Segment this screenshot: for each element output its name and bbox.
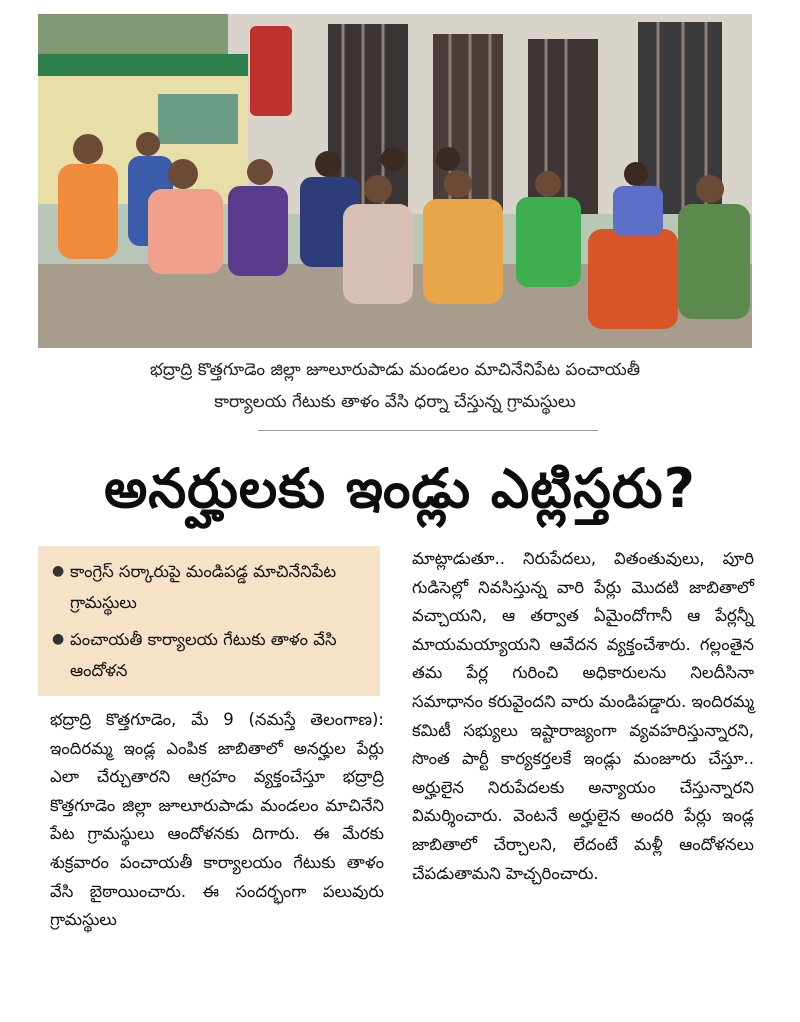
caption-divider (258, 430, 598, 431)
article-column-right: మాట్లాడుతూ.. నిరుపేదలు, వితంతువులు, పూరి గుడిసెల్లో నివసిస్తున్న వారి పేర్లు మొదటి జాబితాలో వచ్చాయని, ఆ తర్వాత ఏమైందోగానీ ఆ పేర్లన్నీ మాయమయ్యాయని ఆవేదన వ్యక్తంచేశారు. గల్లంతైన తమ పేర్ల గురించి అధికారులను నిలదీసినా సమాధానం కరువైందని వారు మండిపడ్డారు. ఇందిరమ్మ కమిటీ సభ్యులు ఇష్టారాజ్యంగా వ్యవహరిస్తున్నారని, సొంత పార్టీ కార్యకర్తలకే ఇండ్లు మంజూరు చేస్తూ.. అర్హులైన నిరుపేదలకు అన్యాయం చేస్తున్నారని విమర్శించారు. వెంటనే అర్హులైన అందరి పేర్లు ఇండ్ల జాబితాలో చేర్చాలని, లేదంటే మళ్లీ ఆందోళనలు చేపడుతామని హెచ్చరించారు. (412, 549, 754, 883)
caption-line-1: భద్రాద్రి కొత్తగూడెం జిల్లా జూలూరుపాడు మండలం మాచినేనిపేట పంచాయతీ (149, 360, 641, 380)
highlight-item (52, 624, 372, 686)
bullet-icon: ● (52, 563, 65, 579)
caption-line-2: కార్యాలయ గేటుకు తాళం వేసి ధర్నా చేస్తున్న గ్రామస్థులు (214, 392, 576, 412)
bullet-icon: ● (52, 631, 65, 647)
highlight-text: పంచాయతీ కార్యాలయ గేటుకు తాళం వేసి ఆందోళన (70, 630, 337, 680)
highlight-text: కాంగ్రెస్ సర్కారుపై మండిపడ్డ మాచినేనిపేట గ్రామస్థులు (70, 562, 337, 612)
photo-caption (38, 354, 752, 418)
highlight-item (52, 556, 372, 618)
news-photo (38, 14, 752, 348)
article-column-left: భద్రాద్రి కొత్తగూడెం, మే 9 (నమస్తే తెలంగాణ): ఇందిరమ్మ ఇండ్ల ఎంపిక జాబితాలో అనర్హుల పేర్లు ఎలా చేర్చుతారని ఆగ్రహం వ్యక్తంచేస్తూ భద్రాద్రి కొత్తగూడెం జిల్లా జూలూరుపాడు మండలం మాచినేని పేట గ్రామస్థులు ఆందోళనకు దిగారు. ఈ మేరకు శుక్రవారం పంచాయతీ కార్యాలయం గేటుకు తాళం వేసి బైఠాయించారు. ఈ సందర్భంగా పలువురు గ్రామస్థులు (50, 710, 384, 930)
headline: అనర్హులకు ఇండ్లు ఎట్లిస్తరు? (104, 457, 696, 520)
highlights-box (38, 546, 380, 696)
